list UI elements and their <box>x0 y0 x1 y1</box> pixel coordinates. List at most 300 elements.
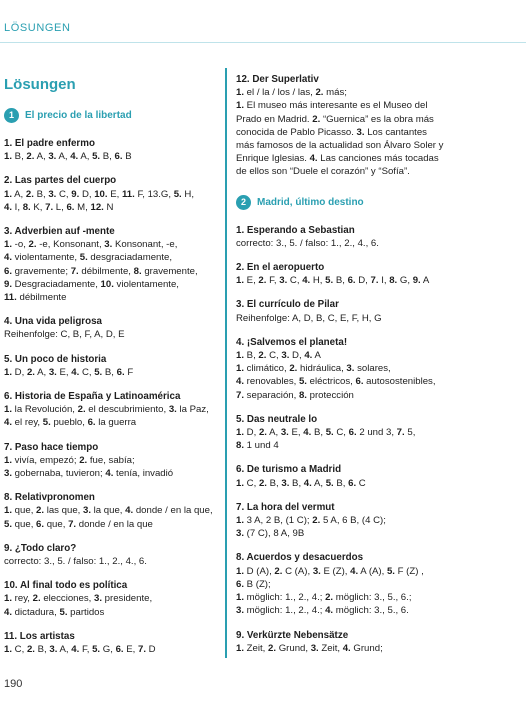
item-number: 5. <box>325 427 334 439</box>
item-number: 6. <box>116 366 125 378</box>
answer-text: más famosos de la actualidad son Álvaro Soler y <box>236 140 444 152</box>
item-number: 4. <box>236 376 245 388</box>
item-number: 4. <box>342 642 351 654</box>
answer-line <box>236 99 448 112</box>
item-number: 4. <box>350 565 359 577</box>
answer-text: -o, <box>12 239 29 251</box>
answer-text: Las canciones más tocadas <box>317 153 439 165</box>
answer-text: C, <box>12 644 27 656</box>
answer-text: A, <box>266 427 281 439</box>
item-number: 1. <box>236 87 245 99</box>
answer-text: I, <box>378 275 390 287</box>
answer-text: protección <box>306 389 354 401</box>
answer-text: N <box>103 201 114 213</box>
item-number: 7. <box>137 644 146 656</box>
item-number: 2. <box>26 151 35 163</box>
answer-text: F, <box>266 275 280 287</box>
item-number: 2. <box>25 188 34 200</box>
answer-text: dictadura, <box>12 606 60 618</box>
answer-line <box>236 113 448 126</box>
item-number: 6. <box>348 477 357 489</box>
answer-text: möglich: 1., 2., 4.; <box>244 605 326 617</box>
item-number: 4. <box>4 417 13 429</box>
item-number: 2. <box>325 592 334 604</box>
item-number: 4. <box>4 201 13 213</box>
answer-text: Konsonant, -e, <box>112 239 178 251</box>
exercise-title: 1. El padre enfermo <box>4 138 95 149</box>
answer-text: Zeit, <box>318 642 343 654</box>
exercise <box>236 73 448 179</box>
item-number: 3. <box>104 239 113 251</box>
answer-line <box>236 477 448 490</box>
item-number: 3. <box>82 505 91 517</box>
answer-text: B, <box>33 188 49 200</box>
answer-text: la Paz, <box>176 404 209 416</box>
answer-text: B, <box>102 366 117 378</box>
item-number: 1. <box>236 275 245 287</box>
answer-text: correcto: 3., 5. / falso: 1., 2., 4., 6. <box>236 237 379 249</box>
item-number: 3. <box>312 565 321 577</box>
exercise-title: 8. Acuerdos y desacuerdos <box>236 552 364 564</box>
answer-text: 3 A, 2 B, (1 C); <box>244 515 313 527</box>
answer-text: donde / en la que, <box>133 505 213 517</box>
answer-text: la guerra <box>95 417 137 429</box>
answer-text: Prado en Madrid. <box>236 113 313 125</box>
right-column <box>236 73 448 666</box>
item-number: 3. <box>281 477 290 489</box>
answer-text: Desgraciadamente, <box>12 278 101 290</box>
answer-text: F <box>124 366 134 378</box>
item-number: 3. <box>48 188 57 200</box>
exercise <box>4 315 212 341</box>
exercise-title: 12. Der Superlativ <box>236 74 319 85</box>
answer-text: que, <box>12 505 37 517</box>
item-number: 1. <box>236 363 245 375</box>
exercise <box>4 174 212 214</box>
answer-text: desgraciadamente, <box>87 252 173 264</box>
item-number: 5. <box>94 366 103 378</box>
left-column <box>4 68 212 667</box>
answer-text: E, <box>107 188 122 200</box>
answer-text: 1 und 4 <box>244 440 279 452</box>
answer-text: K, <box>30 201 46 213</box>
answer-text: A, <box>12 188 26 200</box>
item-number: 8. <box>236 440 245 452</box>
exercise <box>236 413 448 453</box>
answer-text: C, <box>287 275 303 287</box>
item-number: 4. <box>4 252 13 264</box>
answer-text: hidráulica, <box>297 363 347 375</box>
item-number: 3. <box>346 363 355 375</box>
item-number: 2. <box>312 515 321 527</box>
item-number: 1. <box>4 505 13 517</box>
item-number: 8. <box>298 389 307 401</box>
answer-line <box>236 349 448 362</box>
item-number: 7. <box>236 389 245 401</box>
item-number: 2. <box>258 275 267 287</box>
answer-line <box>236 426 448 439</box>
item-number: 6. <box>347 275 356 287</box>
item-number: 2. <box>26 644 35 656</box>
page-title: Lösungen <box>4 76 76 93</box>
item-number: 7. <box>396 427 405 439</box>
answer-text: Enrique Iglesias. <box>236 153 310 165</box>
answer-text: Grund; <box>350 642 383 654</box>
item-number: 2. <box>315 87 324 99</box>
item-number: 4. <box>303 427 312 439</box>
answer-text: A, <box>78 151 93 163</box>
answer-text: gravemente; <box>12 265 71 277</box>
item-number: 5. <box>386 565 395 577</box>
exercise <box>236 551 448 617</box>
answer-line <box>236 591 448 604</box>
item-number: 3. <box>236 605 245 617</box>
item-number: 1. <box>236 350 245 362</box>
exercise <box>4 225 212 304</box>
answer-text: D, <box>289 350 305 362</box>
exercise <box>4 579 212 619</box>
item-number: 6. <box>115 644 124 656</box>
item-number: 10. <box>100 278 114 290</box>
answer-line <box>4 150 212 163</box>
answer-text: vivía, empezó; <box>12 454 80 466</box>
answer-text: (7 C), 8 A, 9B <box>244 528 305 540</box>
exercise-title: 5. Un poco de historia <box>4 353 107 365</box>
item-number: 6. <box>236 578 245 590</box>
unit-title: El precio de la libertad <box>25 109 132 121</box>
answer-text: 2 und 3, <box>356 427 397 439</box>
item-number: 6. <box>4 265 13 277</box>
item-number: 4. <box>4 606 13 618</box>
item-number: 6. <box>355 376 364 388</box>
exercise-title: 6. Historia de España y Latinoamérica <box>4 391 181 403</box>
item-number: 7. <box>68 518 77 530</box>
item-number: 1. <box>236 592 245 604</box>
answer-text: E, <box>244 275 259 287</box>
item-number: 2. <box>77 404 86 416</box>
item-number: 1. <box>236 100 245 112</box>
answer-text: que, <box>12 518 37 530</box>
answer-text: partidos <box>67 606 105 618</box>
answer-text: correcto: 3., 5. / falso: 1., 2., 4., 6. <box>4 556 147 568</box>
answer-text: M, <box>74 201 91 213</box>
answer-line <box>4 454 212 467</box>
item-number: 1. <box>4 188 13 200</box>
answer-line <box>236 527 448 540</box>
item-number: 2. <box>312 113 321 125</box>
answer-text: gravemente, <box>141 265 198 277</box>
answer-text: C (A), <box>282 565 313 577</box>
answer-text: B, <box>289 477 304 489</box>
item-number: 3. <box>279 275 288 287</box>
item-number: 5. <box>4 518 13 530</box>
item-number: 4. <box>105 468 114 480</box>
answer-text: F (Z) , <box>394 565 424 577</box>
item-number: 5. <box>92 151 101 163</box>
answer-text: E (Z), <box>320 565 351 577</box>
answer-text: débilmente <box>16 292 67 304</box>
item-number: 2. <box>258 427 267 439</box>
item-number: 1. <box>4 593 13 605</box>
answer-text: möglich: 3., 5., 6. <box>333 605 409 617</box>
answer-text: möglich: 1., 2., 4.; <box>244 592 326 604</box>
answer-line <box>4 403 212 416</box>
exercise <box>4 441 212 481</box>
answer-text: C, <box>244 477 259 489</box>
exercise <box>236 629 448 655</box>
answer-text: D <box>146 644 156 656</box>
answer-text: violentamente, <box>113 278 179 290</box>
exercise-title: 5. Das neutrale lo <box>236 413 318 425</box>
answer-text: separación, <box>244 389 299 401</box>
answer-text: B, <box>266 477 282 489</box>
answer-text: B, <box>244 350 259 362</box>
answer-line <box>4 251 212 264</box>
item-number: 3. <box>93 593 102 605</box>
answer-line <box>236 165 448 178</box>
item-number: 11. <box>121 188 135 200</box>
exercise <box>236 261 448 287</box>
answer-text: “Guernica” es la obra más <box>320 113 434 125</box>
answer-line <box>4 504 212 517</box>
answer-line <box>4 188 212 201</box>
item-number: 6. <box>114 151 123 163</box>
exercise-title: 11. Los artistas <box>4 630 75 642</box>
answer-text: A, <box>34 366 49 378</box>
item-number: 8. <box>22 201 31 213</box>
answer-text: tenía, invadió <box>113 468 174 480</box>
item-number: 4. <box>325 605 334 617</box>
item-number: 2. <box>268 642 277 654</box>
answer-line <box>4 555 212 568</box>
answer-text: I, <box>12 201 23 213</box>
answer-line <box>4 643 212 656</box>
exercise <box>4 353 212 379</box>
answer-text: elecciones, <box>40 593 94 605</box>
exercise-title: 6. De turismo a Madrid <box>236 464 342 476</box>
answer-line <box>236 274 448 287</box>
answer-line <box>4 265 212 278</box>
answer-text: el / la / los / las, <box>244 87 316 99</box>
unit-heading <box>236 195 448 210</box>
answer-text: más; <box>323 87 347 99</box>
answer-text: Reihenfolge: A, D, B, C, E, F, H, G <box>236 312 382 324</box>
item-number: 10. <box>94 188 108 200</box>
item-number: 5. <box>298 376 307 388</box>
answer-text: A, <box>57 644 72 656</box>
exercise <box>4 630 212 656</box>
answer-text: 5 A, 6 B, (4 C); <box>320 515 386 527</box>
item-number: 2. <box>289 363 298 375</box>
item-number: 11. <box>4 292 17 304</box>
item-number: 8. <box>133 265 142 277</box>
answer-line <box>4 238 212 251</box>
item-number: 7. <box>370 275 379 287</box>
answer-text: F, <box>79 644 93 656</box>
item-number: 3. <box>49 644 58 656</box>
answer-text: C, <box>266 350 282 362</box>
answer-line <box>4 467 212 480</box>
item-number: 1. <box>4 151 13 163</box>
answer-text: eléctricos, <box>306 376 356 388</box>
answer-line <box>236 126 448 139</box>
item-number: 4. <box>304 350 313 362</box>
exercise <box>236 224 448 250</box>
item-number: 4. <box>71 644 80 656</box>
answer-text: E, <box>56 366 72 378</box>
answer-line <box>236 604 448 617</box>
answer-text: el rey, <box>12 417 43 429</box>
item-number: 6. <box>87 417 96 429</box>
answer-line <box>4 518 212 531</box>
item-number: 5. <box>173 188 182 200</box>
exercise <box>4 390 212 430</box>
answer-text: A, <box>34 151 49 163</box>
exercise-title: 2. En el aeropuerto <box>236 262 325 274</box>
item-number: 4. <box>302 275 311 287</box>
answer-line <box>236 565 448 578</box>
answer-text: 5, <box>404 427 416 439</box>
item-number: 7. <box>70 265 79 277</box>
answer-text: D (A), <box>244 565 275 577</box>
exercise-title: 2. Las partes del cuerpo <box>4 175 117 187</box>
answer-line <box>236 152 448 165</box>
answer-line <box>236 237 448 250</box>
answer-text: El museo más interesante es el Museo del <box>244 100 428 112</box>
item-number: 4. <box>309 153 318 165</box>
answer-text: pueblo, <box>50 417 88 429</box>
answer-line <box>4 328 212 341</box>
answer-text: la Revolución, <box>12 404 78 416</box>
answer-text: E, <box>123 644 138 656</box>
item-number: 1. <box>236 427 245 439</box>
answer-text: A <box>312 350 321 362</box>
item-number: 5. <box>42 417 51 429</box>
item-number: 7. <box>45 201 54 213</box>
answer-line <box>4 201 212 214</box>
answer-line <box>236 362 448 375</box>
answer-line <box>236 389 448 402</box>
answer-text: Grund, <box>276 642 311 654</box>
item-number: 1. <box>236 642 245 654</box>
answer-text: G, <box>100 644 116 656</box>
item-number: 2. <box>258 350 267 362</box>
exercise-list <box>4 137 212 656</box>
answer-line <box>236 439 448 452</box>
item-number: 3. <box>280 427 289 439</box>
item-number: 1. <box>4 366 13 378</box>
item-number: 4. <box>303 477 312 489</box>
exercise <box>4 137 212 163</box>
exercise-title: 3. Adverbien auf -mente <box>4 226 115 238</box>
answer-text: B (Z); <box>244 578 271 590</box>
item-number: 2. <box>32 593 41 605</box>
answer-text: la que, <box>91 505 126 517</box>
item-number: 2. <box>79 454 88 466</box>
answer-text: climático, <box>244 363 290 375</box>
item-number: 1. <box>4 454 13 466</box>
answer-text: A, <box>311 477 326 489</box>
exercise-title: 7. Paso hace tiempo <box>4 441 99 453</box>
answer-text: débilmente, <box>78 265 134 277</box>
answer-text: D, <box>79 188 95 200</box>
answer-text: B, <box>100 151 115 163</box>
item-number: 2. <box>274 565 283 577</box>
item-number: 1. <box>236 515 245 527</box>
item-number: 1. <box>4 404 13 416</box>
answer-text: F, 13.G, <box>134 188 174 200</box>
item-number: 5. <box>79 252 88 264</box>
exercise-title: 4. Una vida peligrosa <box>4 316 103 328</box>
item-number: 6. <box>36 518 45 530</box>
exercise <box>236 298 448 324</box>
item-number: 3. <box>48 151 57 163</box>
answer-text: D, <box>244 427 259 439</box>
item-number: 5. <box>59 606 68 618</box>
answer-text: conocida de Pablo Picasso. <box>236 126 357 138</box>
answer-text: C <box>356 477 366 489</box>
answer-text: Zeit, <box>244 642 269 654</box>
answer-line <box>236 312 448 325</box>
answer-text: autosostenibles, <box>363 376 436 388</box>
column-divider <box>225 68 227 658</box>
answer-line <box>236 642 448 655</box>
answer-text: H, <box>310 275 326 287</box>
exercise-title: 4. ¡Salvemos el planeta! <box>236 336 348 348</box>
answer-text: donde / en la que <box>76 518 153 530</box>
item-number: 1. <box>4 644 13 656</box>
answer-text: möglich: 3., 5., 6.; <box>333 592 412 604</box>
item-number: 1. <box>236 565 245 577</box>
exercise-title: 10. Al final todo es política <box>4 580 128 592</box>
item-number: 2. <box>28 239 37 251</box>
answer-text: E, <box>288 427 304 439</box>
item-number: 9. <box>71 188 80 200</box>
item-number: 9. <box>412 275 421 287</box>
answer-line <box>236 139 448 152</box>
answer-text: de ellos son “Duele el corazón” y “Sofía”. <box>236 166 410 178</box>
exercise-title: 1. Esperando a Sebastian <box>236 224 355 236</box>
item-number: 4. <box>125 505 134 517</box>
exercise <box>236 463 448 489</box>
item-number: 2. <box>26 366 35 378</box>
answer-text: A (A), <box>358 565 387 577</box>
answer-text: -e, Konsonant, <box>36 239 105 251</box>
running-head: LÖSUNGEN <box>4 22 71 34</box>
answer-text: Los cantantes <box>364 126 427 138</box>
item-number: 4. <box>71 366 80 378</box>
unit-heading <box>4 108 212 123</box>
answer-text: C, <box>56 188 72 200</box>
answer-text: B, <box>333 275 348 287</box>
item-number: 3. <box>236 528 245 540</box>
answer-line <box>236 514 448 527</box>
item-number: 5. <box>325 275 334 287</box>
answer-text: violentamente, <box>12 252 80 264</box>
answer-text: fue, sabía; <box>87 454 135 466</box>
answer-line <box>4 291 212 304</box>
unit-number-badge: 1 <box>4 108 19 123</box>
answer-text: que, <box>44 518 69 530</box>
answer-line <box>4 592 212 605</box>
answer-line <box>4 366 212 379</box>
page-number: 190 <box>4 678 23 690</box>
answer-text: A <box>420 275 430 287</box>
answer-text: B <box>122 151 132 163</box>
answer-line <box>4 416 212 429</box>
answer-text: C, <box>333 427 349 439</box>
exercise <box>4 542 212 568</box>
